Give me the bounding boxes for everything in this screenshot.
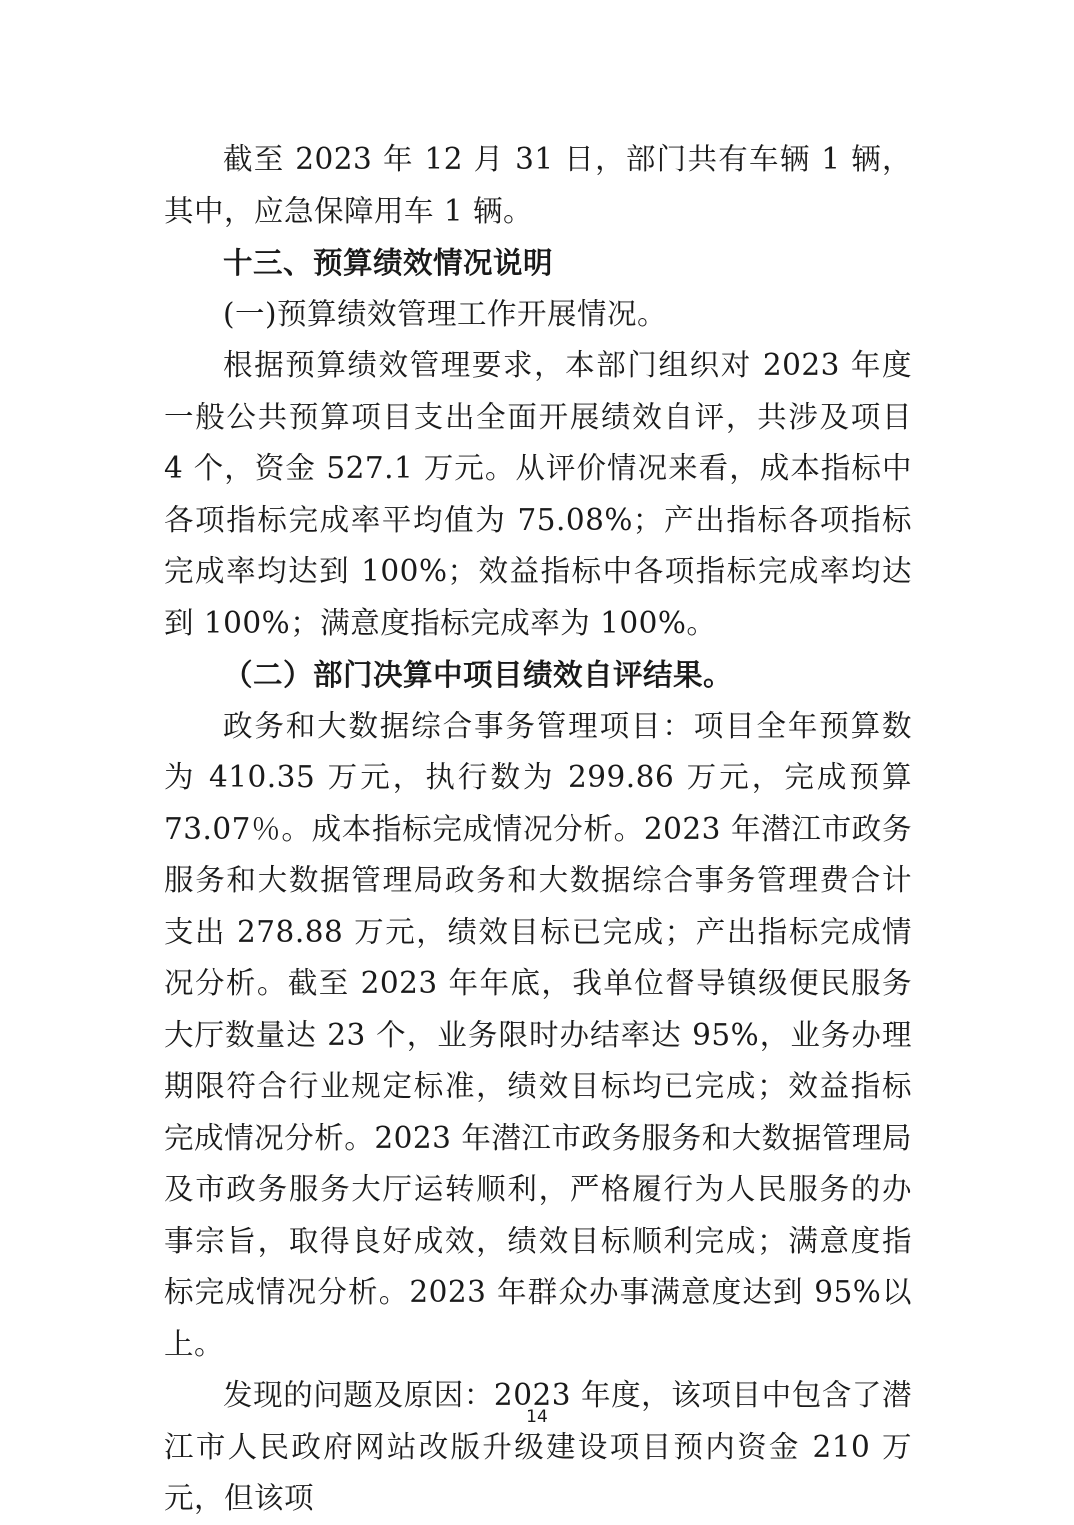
section-heading-13: 十三、预算绩效情况说明 — [223, 245, 554, 280]
subheading-2: （二）部门决算中项目绩效自评结果。 — [223, 657, 734, 692]
paragraph-project-result: 政务和大数据综合事务管理项目：项目全年预算数为 410.35 万元，执行数为 299.86 万元，完成预算 73.07％。成本指标完成情况分析。2023 年潜江市政务服务和大数据管理局政务和大数据综合事务管理费合计支出 278.88 万元，绩效目标已完成；产出指标完成情况分析。截至 2023 年年底，我单位督导镇级便民服务大厅数量达 23 个，业务限时办结率达 95%，业务办理期限符合行业规定标准，绩效目标均已完成；效益指标完成情况分析。2023 年潜江市政务服务和大数据管理局及市政务服务大厅运转顺利，严格履行为人民服务的办事宗旨，取得良好成效，绩效目标顺利完成；满意度指标完成情况分析。2023 年群众办事满意度达到 95%以上。 — [164, 708, 912, 1361]
paragraph-vehicles: 截至 2023 年 12 月 31 日，部门共有车辆 1 辆，其中，应急保障用车 1 辆。 — [164, 142, 912, 228]
subheading-1: (一)预算绩效管理工作开展情况。 — [223, 296, 668, 331]
page-number: 14 — [526, 1407, 548, 1427]
paragraph-performance-summary: 根据预算绩效管理要求，本部门组织对 2023 年度一般公共预算项目支出全面开展绩效自评，共涉及项目 4 个，资金 527.1 万元。从评价情况来看，成本指标中各项指标完成率平均值为 75.08%；产出指标各项指标完成率均达到 100%；效益指标中各项指标完成率均达到 100%；满意度指标完成率为 100%。 — [164, 348, 912, 640]
paragraph-problems: 发现的问题及原因：2023 年度，该项目中包含了潜江市人民政府网站改版升级建设项目预内资金 210 万元，但该项 — [164, 1378, 912, 1515]
document-body — [164, 134, 912, 1525]
